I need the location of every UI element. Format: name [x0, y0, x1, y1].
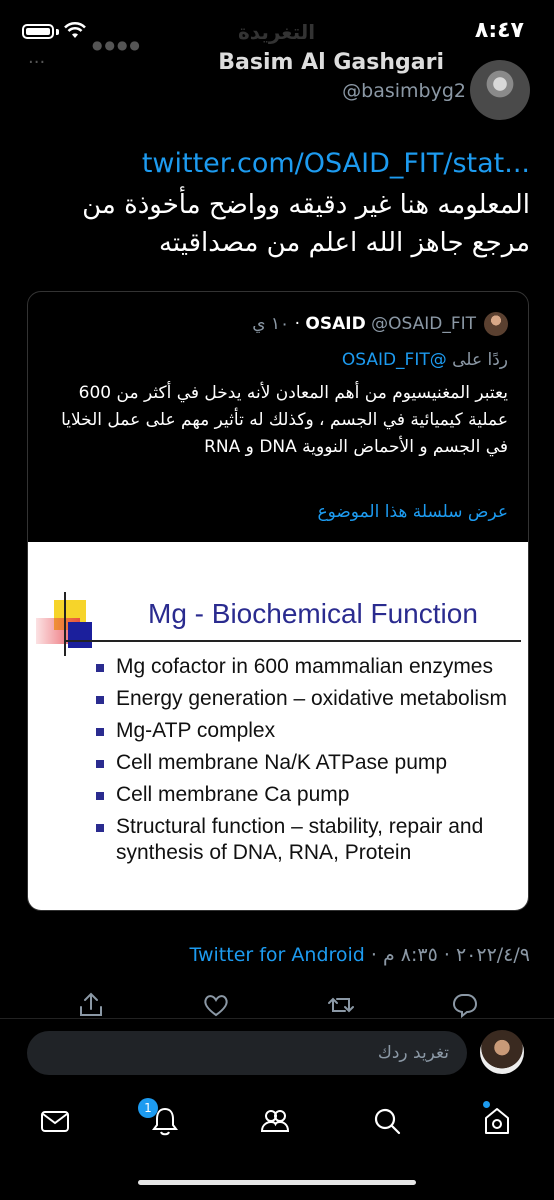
slide-bullet: Cell membrane Ca pump — [96, 782, 521, 808]
messages-icon[interactable] — [38, 1104, 72, 1138]
author-avatar[interactable] — [470, 60, 530, 120]
author-name[interactable]: Basim Al Gashgari — [218, 50, 444, 75]
home-indicator — [138, 1180, 416, 1185]
tweet-time: ٨:٣٥ م — [382, 944, 438, 966]
meta-separator: · — [364, 944, 383, 966]
more-options-icon[interactable]: ··· — [28, 52, 46, 73]
quoted-dot: · — [289, 314, 300, 334]
replying-prefix: ردًا على — [452, 350, 508, 370]
user-avatar[interactable] — [480, 1030, 524, 1074]
quoted-tweet-card[interactable] — [27, 291, 529, 911]
quoted-tweet-header — [252, 314, 476, 334]
search-icon[interactable] — [370, 1104, 404, 1138]
slide-image[interactable] — [28, 542, 528, 910]
wifi-icon — [64, 22, 86, 40]
quoted-author-avatar — [484, 312, 508, 336]
slide-decoration-line — [64, 592, 66, 656]
quoted-tweet-time: ١٠ ي — [252, 314, 290, 334]
notification-badge: 1 — [138, 1098, 158, 1118]
header-title: التغريدة — [238, 20, 316, 44]
tweet-text: المعلومه هنا غير دقيقه وواضح مأخوذة من مرجع جاهز الله اعلم من مصداقيته — [82, 190, 530, 258]
replying-handle[interactable]: @OSAID_FIT — [341, 350, 447, 370]
slide-bullet-list — [96, 654, 521, 872]
retweet-icon[interactable] — [326, 990, 356, 1020]
quoted-author-handle: @OSAID_FIT — [371, 314, 476, 334]
slide-title-rule — [66, 640, 521, 642]
share-icon[interactable] — [76, 990, 106, 1020]
slide-bullet: Structural function – stability, repair and synthesis of DNA, RNA, Protein — [96, 814, 521, 866]
quoted-tweet-body: يعتبر المغنيسيوم من أهم المعادن لأنه يدخل في أكثر من 600 عملية كيميائية في الجسم ، وكذلك له تأثير مهم على عمل الخلايا في الجسم و الأحماض النووية DNA و RNA — [61, 383, 508, 457]
communities-icon[interactable] — [258, 1104, 292, 1138]
replying-to — [342, 350, 508, 370]
tweet-link[interactable]: twitter.com/OSAID_FIT/stat... — [141, 148, 530, 179]
status-time: ٨:٤٧ — [474, 18, 524, 43]
show-thread-link[interactable]: عرض سلسلة هذا الموضوع — [317, 502, 508, 522]
slide-bullet: Mg-ATP complex — [96, 718, 521, 744]
author-handle[interactable]: @basimbyg2 — [342, 80, 466, 102]
home-icon[interactable] — [480, 1104, 514, 1138]
like-icon[interactable] — [201, 990, 231, 1020]
reply-input[interactable] — [27, 1031, 467, 1075]
signal-dots-icon: ●●●● — [92, 38, 142, 52]
tweet-meta — [190, 944, 530, 966]
meta-separator: · — [437, 944, 456, 966]
divider — [0, 1018, 554, 1019]
slide-decoration-blue — [68, 622, 92, 648]
quoted-author-name: OSAID — [305, 314, 366, 334]
home-unread-dot — [483, 1101, 490, 1108]
tweet-date: ٢٠٢٢/٤/٩ — [455, 944, 530, 966]
slide-bullet: Mg cofactor in 600 mammalian enzymes — [96, 654, 521, 680]
tweet-source[interactable]: Twitter for Android — [189, 944, 365, 966]
reply-icon[interactable] — [450, 990, 480, 1020]
slide-bullet: Energy generation – oxidative metabolism — [96, 686, 521, 712]
battery-tip — [56, 29, 59, 35]
slide-title: Mg - Biochemical Function — [148, 598, 478, 629]
battery-icon — [22, 24, 54, 39]
slide-bullet: Cell membrane Na/K ATPase pump — [96, 750, 521, 776]
